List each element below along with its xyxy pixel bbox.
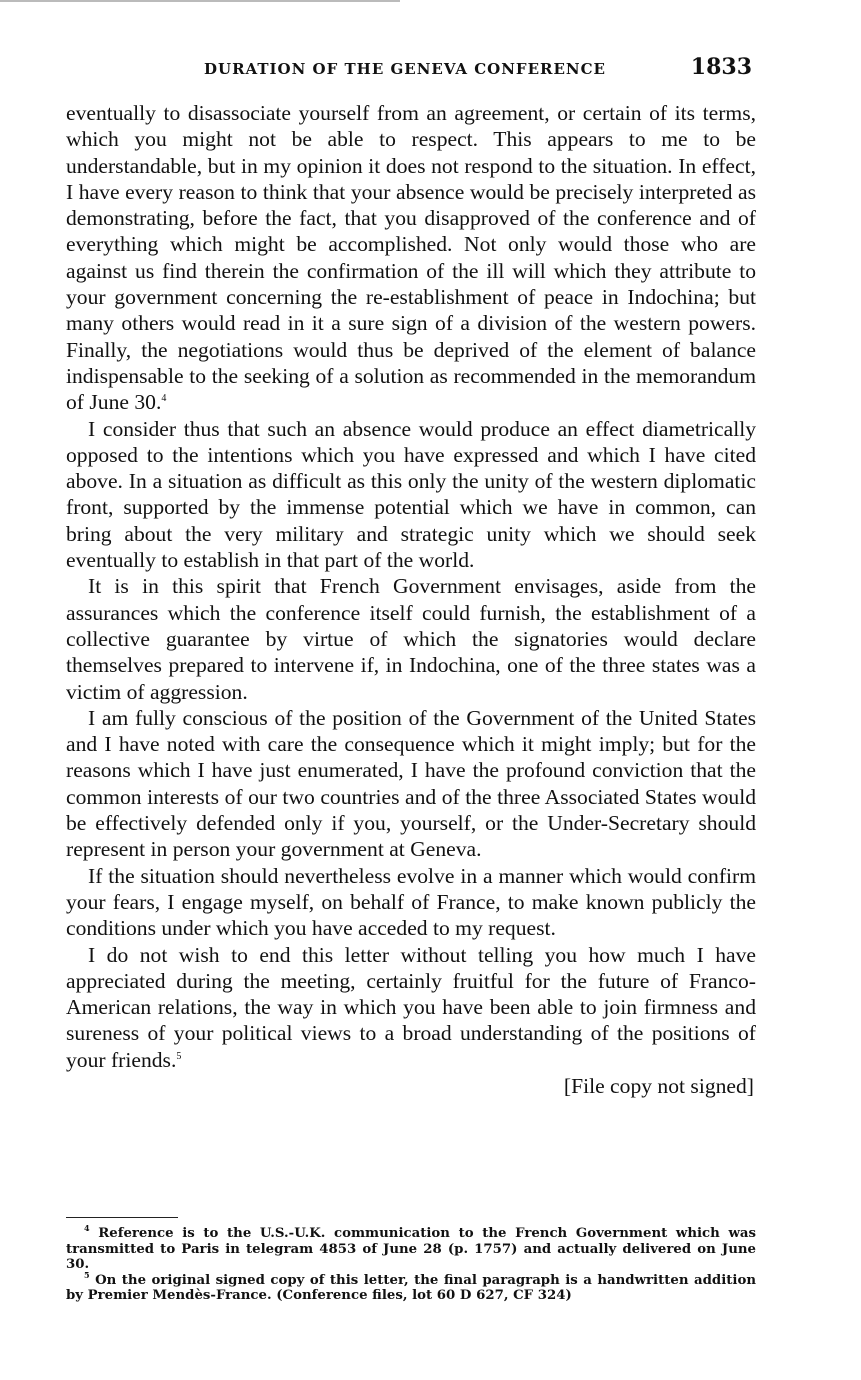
paragraph-6-text: I do not wish to end this letter without telling you how much I have appreciated during the meeting, certainly fruitful for the future of Franco-American relations, the way in which you have been able to join firmness and sureness of your political views to a broad understanding of the positions of your friends. <box>66 942 756 1072</box>
footnote-4 <box>66 1223 756 1273</box>
footnote-ref-4: 4 <box>161 393 167 405</box>
footnote-marker: 4 <box>84 1223 90 1233</box>
letter-body <box>66 100 756 1099</box>
footnote-text: Reference is to the U.S.-U.K. communication to the French Government which was transmitted to Paris in telegram 4853 of June 28 (p. 1757) and actually delivered on June 30. <box>66 1226 756 1272</box>
footnote-divider <box>66 1217 178 1218</box>
paragraph-4: I am fully conscious of the position of the Government of the United States and I have noted with care the consequence which it might imply; but for the reasons which I have just enumerated, I have the profound conviction that the common interests of our two countries and of the three Associated States would be effectively defended only if you, yourself, or the Under-Secretary should represent in person your government at Geneva. <box>66 705 756 862</box>
footnotes <box>66 1223 756 1304</box>
paragraph-2: I consider thus that such an absence would produce an effect diametrically opposed to the intentions which you have expressed and which I have cited above. In a situation as difficult as this only the unity of the western diplomatic front, supported by the immense potential which we have in common, can bring about the very military and strategic unity which we should seek eventually to establish in that part of the world. <box>66 416 756 573</box>
page-number: 1833 <box>690 54 752 80</box>
signature-note: [File copy not signed] <box>563 1073 754 1098</box>
paragraph-6 <box>66 942 756 1073</box>
footnote-text: On the original signed copy of this letter, the final paragraph is a handwritten addition by Premier Mendès-France. (Conference files, lot 60 D 627, CF 324) <box>66 1272 756 1303</box>
paragraph-1-text: eventually to disassociate yourself from an agreement, or certain of its terms, which you might not be able to respect. This appears to me to be understandable, but in my opinion it does not respond to the situation. In effect, I have every reason to think that your absence would be precisely interpreted as demonstrating, before the fact, that you disapproved of the conference and of everything which might be accomplished. Not only would those who are against us find therein the confirmation of the ill will which they attribute to your government concerning the re-establishment of peace in Indochina; but many others would read in it a sure sign of a division of the western powers. Finally, the negotiations would thus be deprived of the element of balance indispensable to the seeking of a solution as recommended in the memorandum of June 30. <box>66 101 756 415</box>
footnote-marker: 5 <box>84 1269 90 1280</box>
footnote-5 <box>66 1269 756 1304</box>
paragraph-3: It is in this spirit that French Government envisages, aside from the assurances which the conference itself could furnish, the establishment of a collective guarantee by virtue of which the signatories would declare themselves prepared to intervene if, in Indochina, one of the three states was a victim of aggression. <box>66 574 756 704</box>
running-head: DURATION OF THE GENEVA CONFERENCE <box>204 60 606 78</box>
paragraph-5: If the situation should nevertheless evolve in a manner which would confirm your fears, I engage myself, on behalf of France, to make known publicly the conditions under which you have acceded to my request. <box>66 863 756 941</box>
footnote-ref-5: 5 <box>176 1050 182 1062</box>
top-edge-rule <box>0 0 400 2</box>
page-header <box>66 54 756 88</box>
paragraph-1 <box>66 100 756 416</box>
